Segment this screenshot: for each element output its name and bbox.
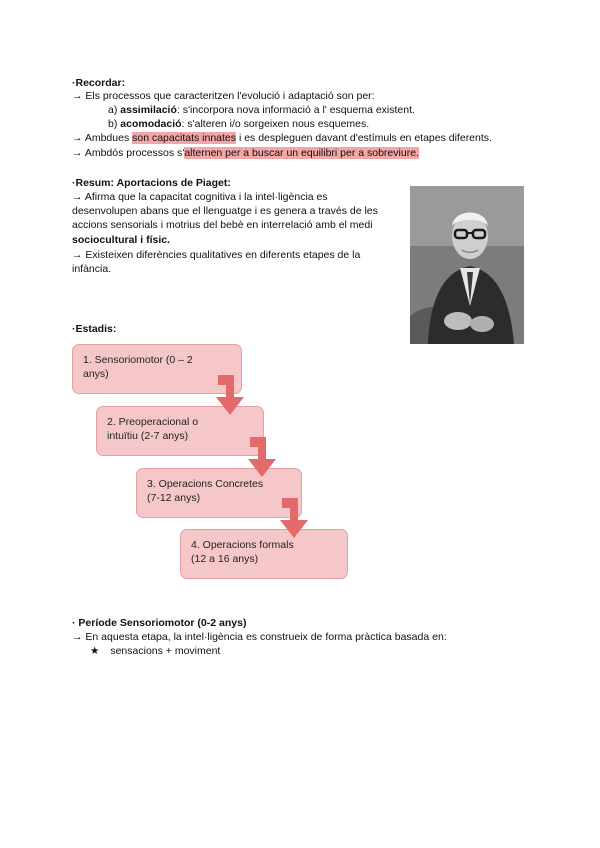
stage-2-line1: 2. Preoperacional o bbox=[107, 416, 199, 428]
estadis-title: ·Estadis: bbox=[72, 323, 117, 335]
arrow-down-1-icon bbox=[214, 375, 254, 417]
periode-bullet-item bbox=[90, 644, 220, 658]
equilibri-pre: → Ambdós processos s' bbox=[72, 147, 185, 159]
acomodacio-text: : s'alteren i/o sorgeixen nous esquemes. bbox=[181, 118, 370, 130]
recordar-line-innates bbox=[72, 131, 492, 145]
stage-1-line1: 1. Sensoriomotor (0 – 2 bbox=[83, 354, 193, 366]
assimilacio-prefix: a) bbox=[108, 104, 121, 116]
recordar-title: ·Recordar: bbox=[72, 77, 126, 89]
resum-p1-line1: → Afirma que la capacitat cognitiva i la intel·ligència es bbox=[72, 191, 328, 203]
periode-item-text: sensacions + moviment bbox=[110, 645, 221, 657]
portrait-illustration bbox=[410, 186, 524, 344]
stage-2-line2: intuïtiu (2-7 anys) bbox=[107, 430, 189, 442]
arrow-down-3-icon bbox=[278, 498, 318, 540]
innates-highlight: son capacitats innates bbox=[132, 132, 237, 144]
resum-p1-line3: accions sensorials i motrius del bebè en interrelació amb el medi bbox=[72, 219, 373, 231]
recordar-line-equilibri bbox=[72, 146, 419, 160]
periode-title: · Període Sensoriomotor (0-2 anys) bbox=[72, 617, 247, 629]
stage-4-line1: 4. Operacions formals bbox=[191, 539, 294, 551]
innates-pre: → Ambdues bbox=[72, 132, 133, 144]
assimilacio-text: : s'incorpora nova informació a l' esquema existent. bbox=[176, 104, 415, 116]
innates-post: i es despleguen davant d'estímuls en etapes diferents. bbox=[236, 132, 492, 144]
acomodacio-prefix: b) bbox=[108, 118, 121, 130]
resum-p1-line4: sociocultural i físic. bbox=[72, 234, 171, 246]
periode-line1: → En aquesta etapa, la intel·ligència es construeix de forma pràctica basada en: bbox=[72, 631, 447, 643]
stage-4-line2: (12 a 16 anys) bbox=[191, 553, 259, 565]
recordar-intro: → Els processos que caracteritzen l'evolució i adaptació son per: bbox=[72, 90, 375, 102]
assimilacio-item bbox=[108, 103, 415, 117]
stage-3-line2: (7-12 anys) bbox=[147, 492, 201, 504]
equilibri-highlight: alternen per a buscar un equilibri per a sobreviure. bbox=[184, 147, 419, 159]
resum-p2-line2: infància. bbox=[72, 263, 112, 275]
piaget-portrait-photo bbox=[410, 186, 524, 344]
acomodacio-term: acomodació bbox=[120, 118, 182, 130]
assimilacio-term: assimilació bbox=[120, 104, 177, 116]
resum-title: ·Resum: Aportacions de Piaget: bbox=[72, 177, 231, 189]
arrow-down-2-icon bbox=[246, 437, 286, 479]
star-bullet-icon: ★ bbox=[90, 645, 100, 657]
resum-p2-line1: → Existeixen diferències qualitatives en diferents etapes de la bbox=[72, 249, 361, 261]
stage-1-line2: anys) bbox=[83, 368, 109, 380]
resum-p1-line2: desenvolupen abans que el llenguatge i es genera a través de les bbox=[72, 205, 378, 217]
acomodacio-item bbox=[108, 117, 369, 131]
stage-4-box bbox=[180, 529, 348, 579]
stage-3-line1: 3. Operacions Concretes bbox=[147, 478, 264, 490]
